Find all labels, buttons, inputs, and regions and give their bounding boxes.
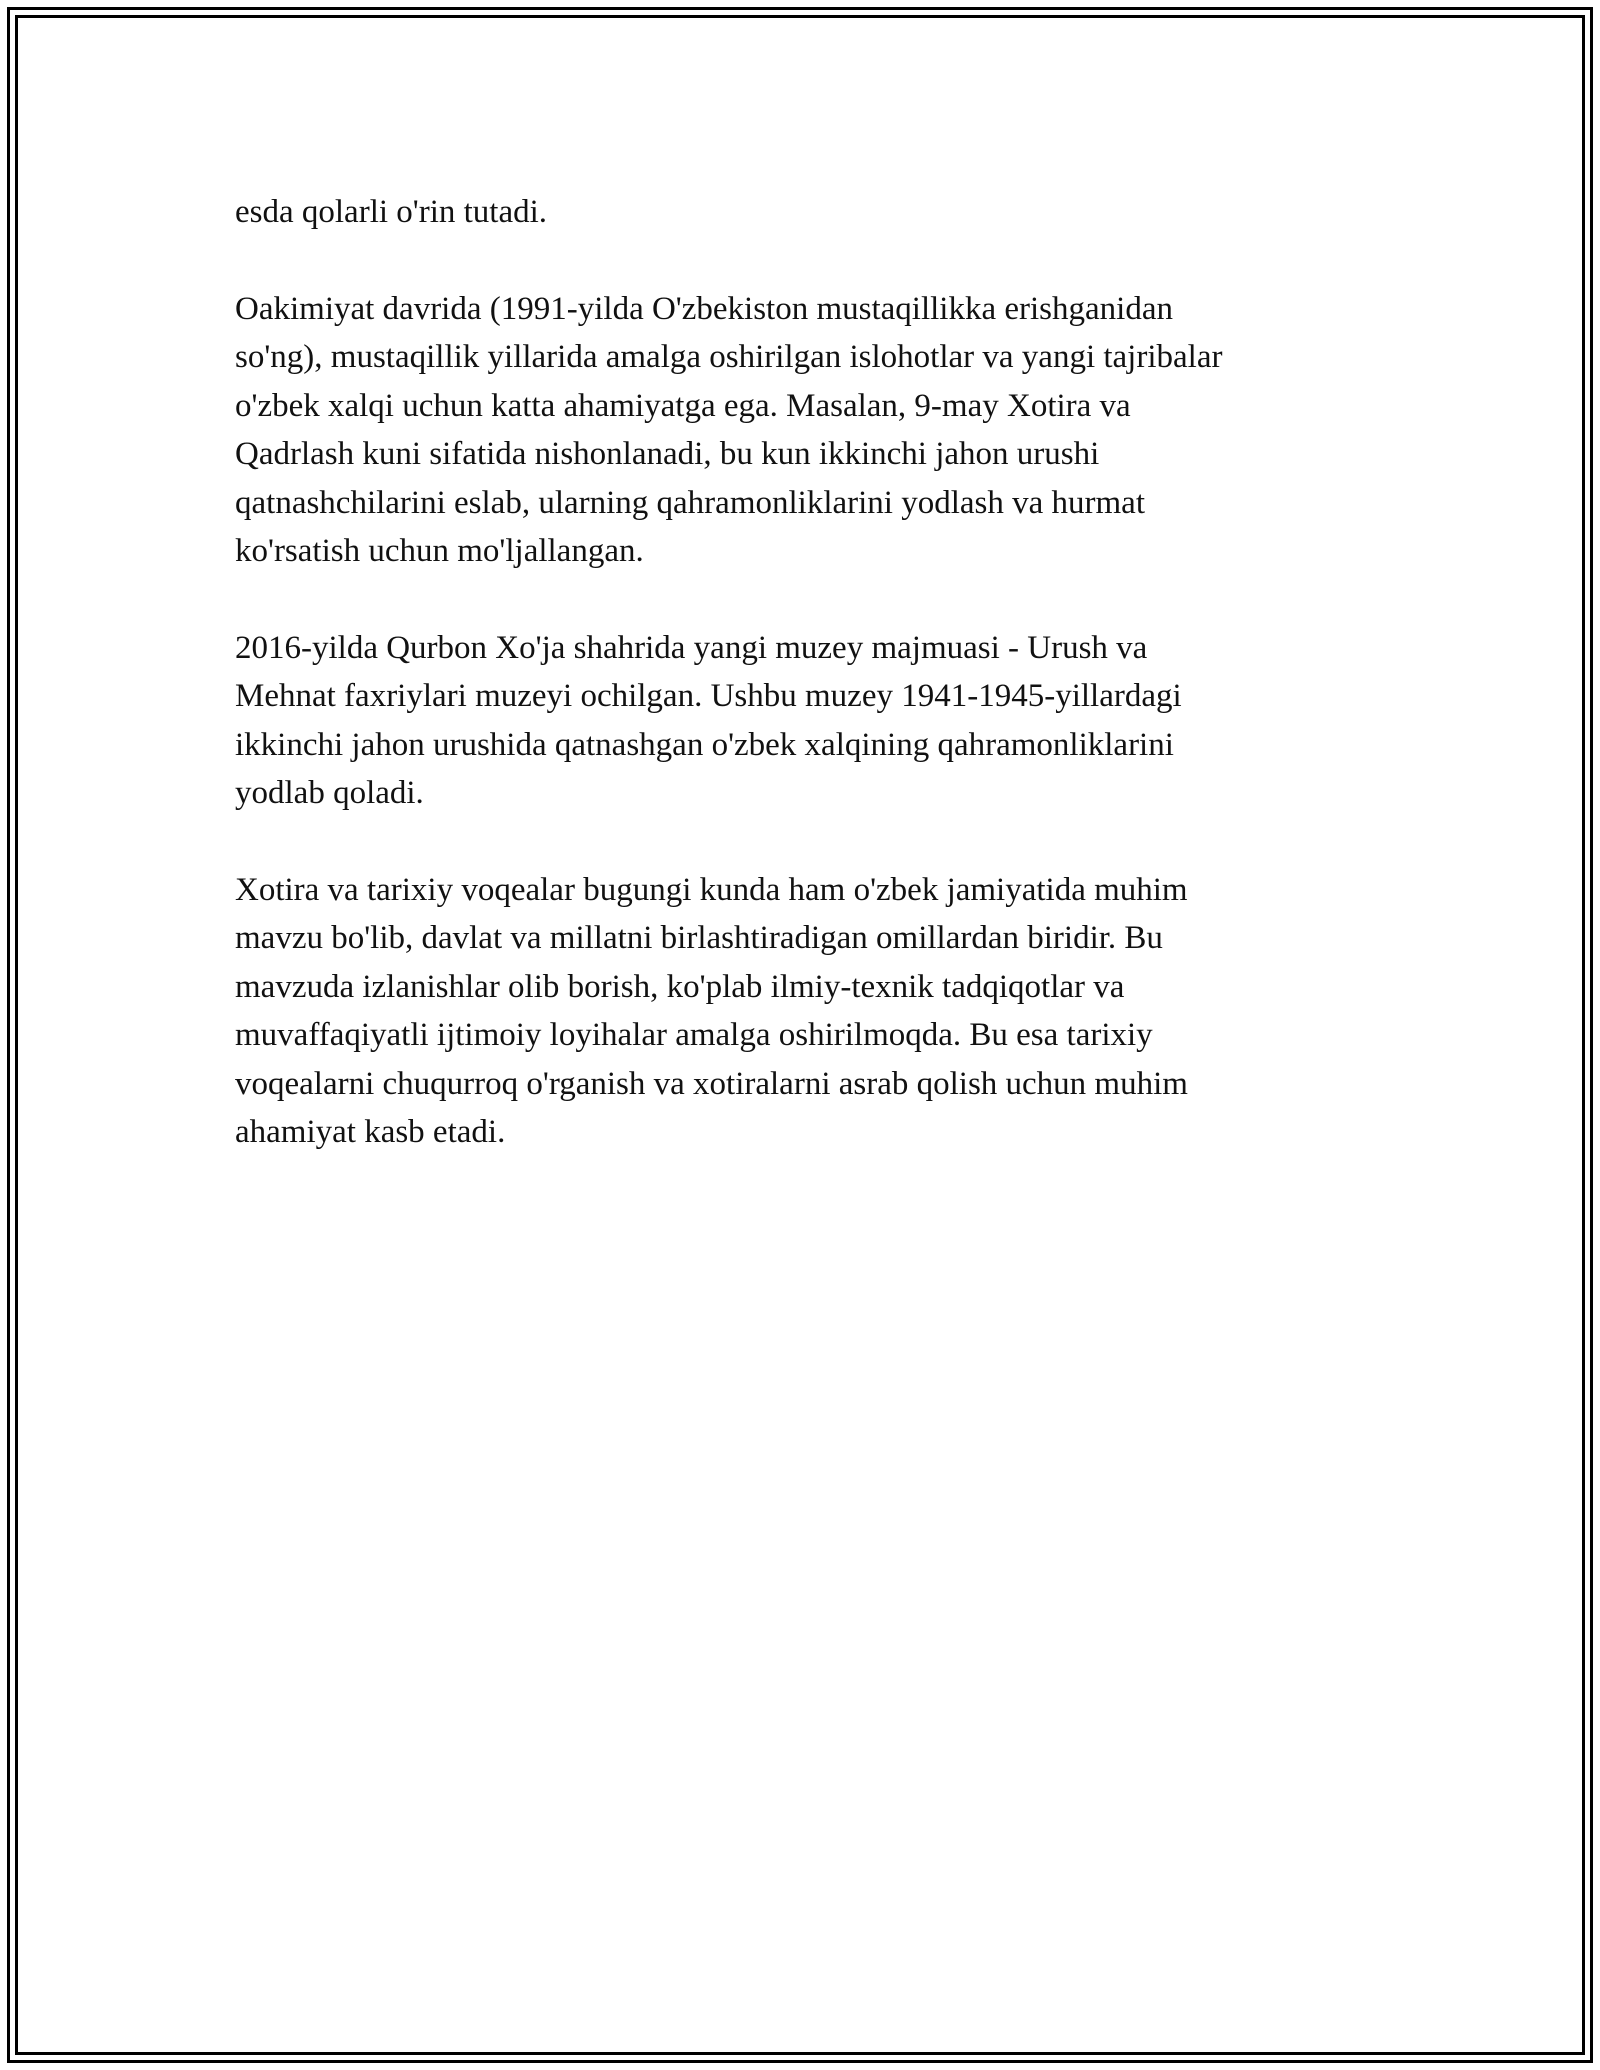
document-body <box>235 188 1365 1205</box>
paragraph-3: 2016-yilda Qurbon Xo'ja shahrida yangi muzey majmuasi - Urush va Mehnat faxriylari muzeyi ochilgan. Ushbu muzey 1941-1945-yillardagi ikkinchi jahon urushida qatnashgan o'zbek xalqining qahramonliklarini yodlab qoladi. <box>235 629 1182 811</box>
paragraph-2: Oakimiyat davrida (1991-yilda O'zbekiston mustaqillikka erishganidan so'ng), mustaqillik yillarida amalga oshirilgan islohotlar va yangi tajribalar o'zbek xalqi uchun katta ahamiyatga ega. Masalan, 9-may Xotira va Qadrlash kuni sifatida nishonlanadi, bu kun ikkinchi jahon urushi qatnashchilarini eslab, ularning qahramonliklarini yodlash va hurmat ko'rsatish uchun mo'ljallangan. <box>235 290 1223 569</box>
paragraph-1: esda qolarli o'rin tutadi. <box>235 194 548 230</box>
paragraph-4: Xotira va tarixiy voqealar bugungi kunda ham o'zbek jamiyatida muhim mavzu bo'lib, davlat va millatni birlashtiradigan omillardan biridir. Bu mavzuda izlanishlar olib borish, ko'plab ilmiy-texnik tadqiqotlar va muvaffaqiyatli ijtimoiy loyihalar amalga oshirilmoqda. Bu esa tarixiy voqealarni chuqurroq o'rganish va xotiralarni asrab qolish uchun muhim ahamiyat kasb etadi. <box>235 871 1188 1150</box>
